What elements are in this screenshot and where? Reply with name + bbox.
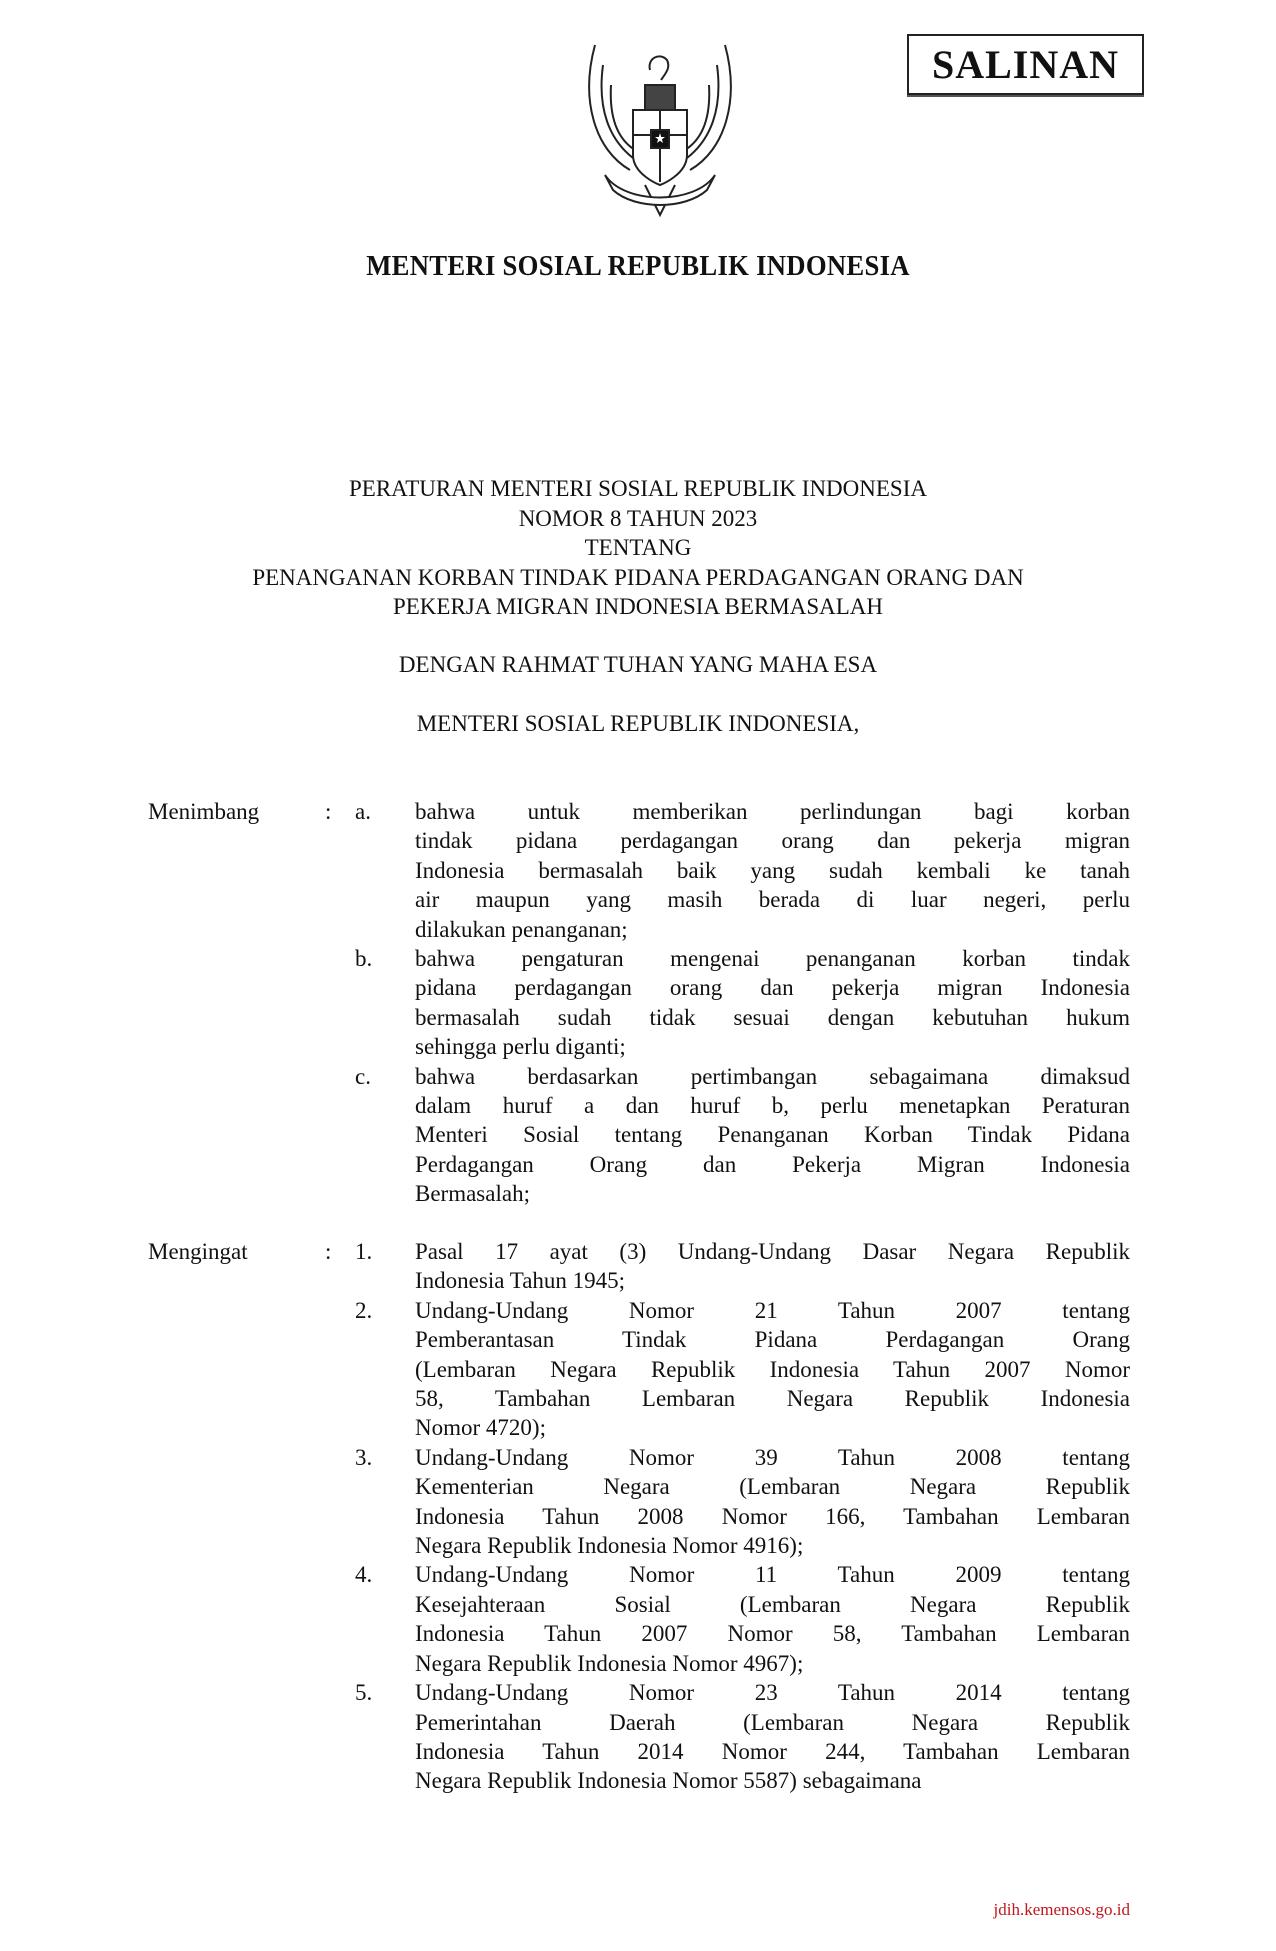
item-marker: 3. [355, 1444, 373, 1470]
text-line: Negara Republik Indonesia Nomor 4916); [415, 1533, 804, 1559]
text-line: pidana perdagangan orang dan pekerja migran Indonesia [415, 975, 1130, 1001]
text-line: Pemerintahan Daerah (Lembaran Negara Republik [415, 1709, 1130, 1735]
text-line: dilakukan penanganan; [415, 916, 628, 942]
regulation-title: PERATURAN MENTERI SOSIAL REPUBLIK INDONESIA [349, 476, 927, 501]
list-item [148, 797, 1138, 944]
regulation-subject-line-2: PEKERJA MIGRAN INDONESIA BERMASALAH [392, 594, 884, 619]
stamp-text: SALINAN [931, 42, 1120, 87]
text-line: dalam huruf a dan huruf b, perlu menetapkan Peraturan [415, 1093, 1130, 1119]
text-line: Indonesia Tahun 2014 Nomor 244, Tambahan Lembaran [415, 1738, 1130, 1764]
regulation-heading [0, 474, 1276, 622]
text-line: Pemberantasan Tindak Pidana Perdagangan Orang [415, 1327, 1130, 1353]
item-marker: 1. [355, 1239, 373, 1264]
list-item [148, 1237, 1138, 1296]
garuda-emblem-icon [575, 40, 745, 220]
text-line: Indonesia Tahun 2007 Nomor 58, Tambahan Lembaran [415, 1621, 1130, 1647]
section-colon: : [325, 1239, 332, 1264]
item-text [415, 1062, 1130, 1209]
item-text [415, 1296, 1130, 1443]
section-mengingat [148, 1237, 1138, 1796]
text-line: Perdagangan Orang dan Pekerja Migran Indonesia [415, 1151, 1130, 1177]
list-item [148, 1443, 1138, 1561]
item-text [415, 1237, 1130, 1296]
text-line: Pasal 17 ayat (3) Undang-Undang Dasar Negara Republik [415, 1239, 1130, 1264]
text-line: bahwa berdasarkan pertimbangan sebagaimana dimaksud [415, 1063, 1130, 1089]
item-text [415, 1560, 1130, 1678]
text-line: Undang-Undang Nomor 39 Tahun 2008 tentang [415, 1444, 1130, 1470]
section-menimbang [148, 797, 1138, 1209]
text-line: Kesejahteraan Sosial (Lembaran Negara Republik [415, 1591, 1130, 1617]
list-item [148, 1062, 1138, 1209]
regulation-tentang: TENTANG [584, 535, 692, 560]
footer-link[interactable]: jdih.kemensos.go.id [993, 1900, 1130, 1919]
text-line: Indonesia Tahun 1945; [415, 1268, 626, 1294]
text-line: Undang-Undang Nomor 21 Tahun 2007 tentang [415, 1297, 1130, 1323]
greeting: DENGAN RAHMAT TUHAN YANG MAHA ESA [398, 652, 878, 677]
minister-line: MENTERI SOSIAL REPUBLIK INDONESIA, [416, 711, 860, 736]
item-marker: b. [355, 946, 373, 972]
item-marker: a. [355, 799, 371, 824]
list-item [148, 1296, 1138, 1443]
text-line: Negara Republik Indonesia Nomor 4967); [415, 1650, 804, 1676]
text-line: Indonesia Tahun 2008 Nomor 166, Tambahan Lembaran [415, 1503, 1130, 1529]
text-line: tindak pidana perdagangan orang dan pekerja migran [415, 828, 1130, 854]
item-marker: 2. [355, 1297, 373, 1323]
item-text [415, 1678, 1130, 1796]
item-text [415, 797, 1130, 944]
text-line: bahwa untuk memberikan perlindungan bagi korban [415, 799, 1130, 824]
list-item [148, 944, 1138, 1062]
text-line: Negara Republik Indonesia Nomor 5587) sebagaimana [415, 1768, 922, 1794]
item-marker: 5. [355, 1680, 373, 1706]
text-line: Bermasalah; [415, 1181, 530, 1207]
text-line: (Lembaran Negara Republik Indonesia Tahun 2007 Nomor [415, 1356, 1130, 1382]
text-line: sehingga perlu diganti; [415, 1034, 626, 1060]
text-line: Undang-Undang Nomor 23 Tahun 2014 tentang [415, 1680, 1130, 1706]
list-item [148, 1678, 1138, 1796]
text-line: bermasalah sudah tidak sesuai dengan kebutuhan hukum [415, 1004, 1130, 1030]
section-label: Mengingat [148, 1239, 248, 1264]
text-line: air maupun yang masih berada di luar negeri, perlu [415, 887, 1130, 913]
item-marker: c. [355, 1063, 371, 1089]
section-label: Menimbang [148, 799, 260, 824]
text-line: bahwa pengaturan mengenai penanganan korban tindak [415, 946, 1130, 972]
item-marker: 4. [355, 1562, 373, 1588]
text-line: Undang-Undang Nomor 11 Tahun 2009 tentang [415, 1562, 1130, 1588]
regulation-subject-line-1: PENANGANAN KORBAN TINDAK PIDANA PERDAGANGAN ORANG DAN [252, 564, 1024, 590]
salinan-stamp [907, 34, 1144, 95]
item-text [415, 1443, 1130, 1561]
list-item [148, 1560, 1138, 1678]
item-text [415, 944, 1130, 1062]
minister-letterhead: MENTERI SOSIAL REPUBLIK INDONESIA [366, 250, 910, 282]
regulation-number: NOMOR 8 TAHUN 2023 [518, 505, 758, 531]
text-line: Nomor 4720); [415, 1415, 546, 1441]
text-line: Kementerian Negara (Lembaran Negara Republik [415, 1474, 1130, 1500]
section-colon: : [325, 799, 332, 824]
text-line: 58, Tambahan Lembaran Negara Republik Indonesia [415, 1386, 1130, 1412]
text-line: Menteri Sosial tentang Penanganan Korban Tindak Pidana [415, 1122, 1130, 1148]
text-line: Indonesia bermasalah baik yang sudah kembali ke tanah [415, 857, 1130, 883]
